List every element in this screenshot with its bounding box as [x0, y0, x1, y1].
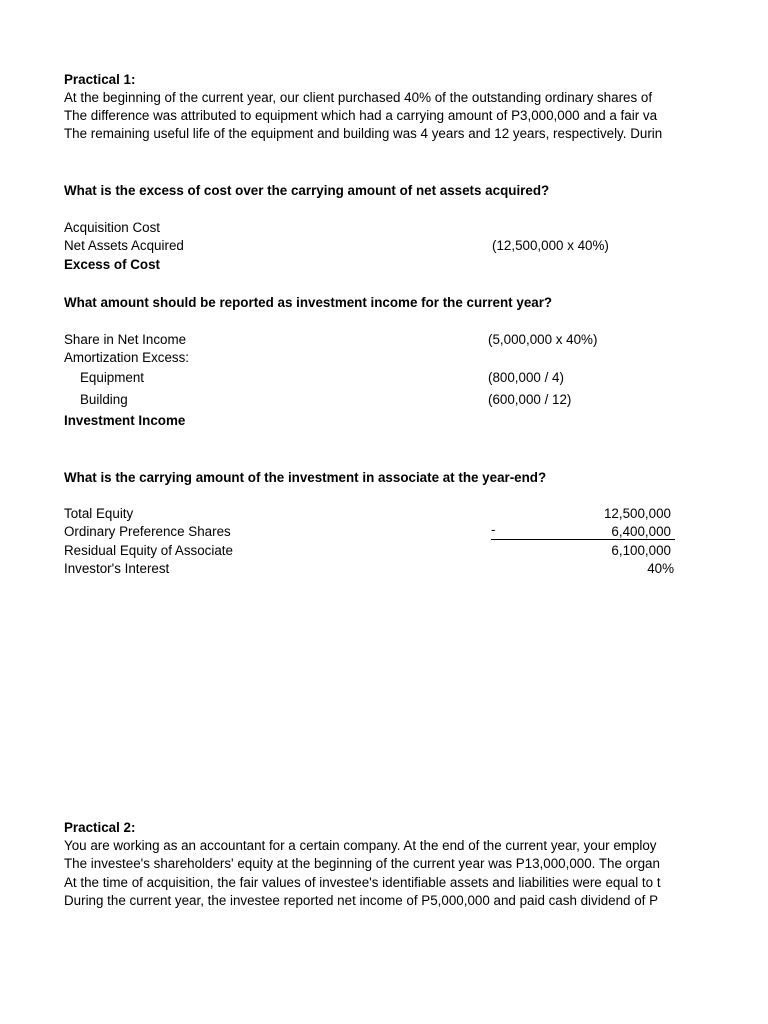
row-value-ordinary-preference-shares: 6,400,000: [611, 524, 671, 539]
row-label-net-assets-acquired: Net Assets Acquired: [64, 238, 184, 253]
row-label-equipment: Equipment: [80, 370, 145, 385]
row-formula-building: (600,000 / 12): [488, 392, 572, 407]
question-excess-of-cost: What is the excess of cost over the carrying amount of net assets acquired?: [64, 183, 550, 198]
subtotal-underline: [491, 539, 675, 540]
practical-2-paragraph-line-1: You are working as an accountant for a certain company. At the end of the current year, your employ: [64, 838, 657, 853]
question-investment-income: What amount should be reported as investment income for the current year?: [64, 295, 553, 310]
row-label-acquisition-cost: Acquisition Cost: [64, 220, 161, 235]
row-label-share-in-net-income: Share in Net Income: [64, 332, 187, 347]
practical-1-paragraph-line-1: At the beginning of the current year, our client purchased 40% of the outstanding ordinary shares of: [64, 90, 653, 105]
practical-2-paragraph-line-2: The investee's shareholders' equity at the beginning of the current year was P13,000,000. The organ: [64, 856, 660, 871]
practical-2-title: Practical 2:: [64, 820, 136, 835]
row-value-residual-equity: 6,100,000: [611, 543, 671, 558]
row-label-excess-of-cost: Excess of Cost: [64, 257, 161, 272]
practical-2-paragraph-line-3: At the time of acquisition, the fair values of investee's identifiable assets and liabilities were equal to t: [64, 875, 661, 890]
row-label-investment-income: Investment Income: [64, 413, 186, 428]
row-label-amortization-excess: Amortization Excess:: [64, 350, 190, 365]
row-value-total-equity: 12,500,000: [603, 506, 671, 521]
row-formula-equipment: (800,000 / 4): [488, 370, 564, 385]
practical-1-paragraph-line-2: The difference was attributed to equipment which had a carrying amount of P3,000,000 and a fair va: [64, 108, 658, 123]
row-value-investors-interest: 40%: [647, 561, 674, 576]
row-label-investors-interest: Investor's Interest: [64, 561, 170, 576]
question-carrying-amount: What is the carrying amount of the investment in associate at the year-end?: [64, 470, 547, 485]
row-label-total-equity: Total Equity: [64, 506, 134, 521]
row-label-building: Building: [80, 392, 128, 407]
practical-1-paragraph-line-3: The remaining useful life of the equipment and building was 4 years and 12 years, respectively. Durin: [64, 126, 663, 141]
row-marker-subtract: -: [491, 522, 496, 537]
row-formula-share-in-net-income: (5,000,000 x 40%): [488, 332, 598, 347]
row-formula-net-assets-acquired: (12,500,000 x 40%): [492, 238, 609, 253]
practical-2-paragraph-line-4: During the current year, the investee reported net income of P5,000,000 and paid cash dividend of P: [64, 893, 659, 908]
row-label-residual-equity: Residual Equity of Associate: [64, 543, 233, 558]
row-label-ordinary-preference-shares: Ordinary Preference Shares: [64, 524, 231, 539]
practical-1-title: Practical 1:: [64, 72, 136, 87]
